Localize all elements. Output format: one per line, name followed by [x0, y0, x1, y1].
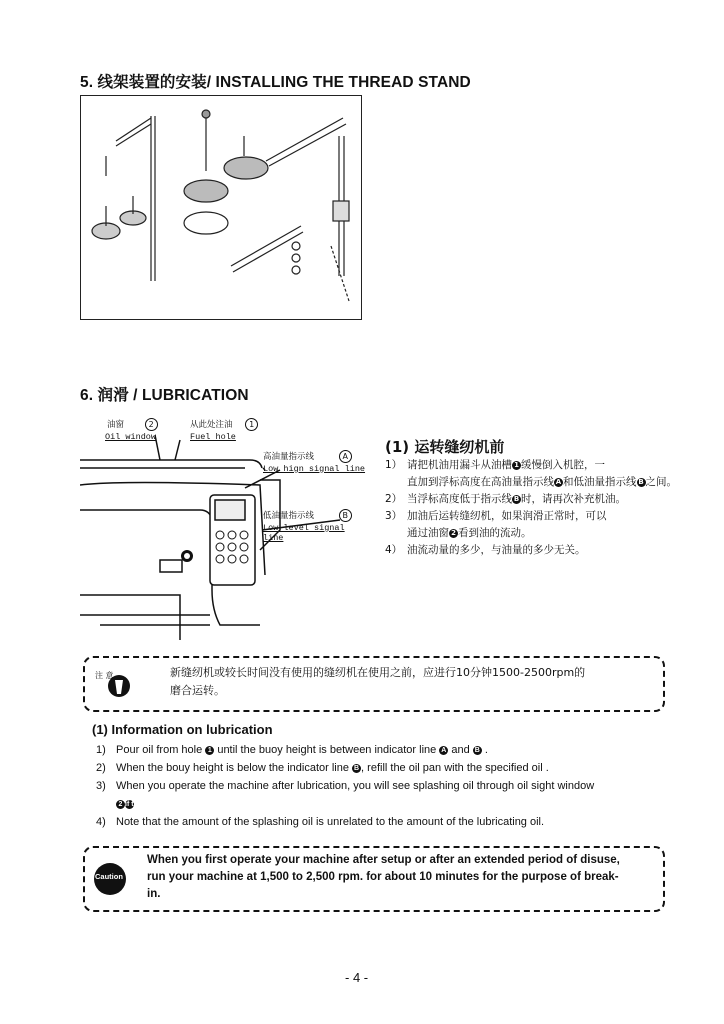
en-info-list: [96, 741, 692, 831]
low-line-label-en: Low level signal line: [263, 523, 345, 543]
list-item: [385, 542, 715, 559]
list-item: [385, 508, 715, 525]
cn-info-block: [385, 436, 715, 559]
caution-en-line-3: in.: [147, 888, 161, 900]
list-item: [385, 457, 715, 474]
cn-info-list: [385, 457, 715, 559]
list-item: [96, 759, 692, 777]
en-info-heading: (1) Information on lubrication: [92, 722, 273, 737]
list-item-text: Note that the amount of the splashing oil is unrelated to the amount of the lubricating oil.: [116, 816, 545, 828]
list-item-text: 时，请再次补充机油。: [521, 493, 626, 505]
list-item-text: 加油后运转缝纫机，如果润滑正常时，可以: [407, 510, 607, 522]
list-item: [96, 741, 692, 759]
letter-a-icon: A: [339, 450, 352, 463]
list-item-text: When the bouy height is below the indicator line: [116, 762, 353, 774]
caution-en-line-2: run your machine at 1,500 to 2,500 rpm. for about 10 minutes for the purpose of break-: [147, 871, 619, 883]
caution-cn-label: 注 意: [95, 671, 114, 680]
section6-title: 6. 润滑 / LUBRICATION: [80, 387, 249, 404]
thread-stand-figure: [80, 95, 362, 320]
list-item-text: Pour oil from hole: [116, 744, 206, 756]
en-info-block: [92, 722, 692, 831]
indicator-badge-icon: 1: [512, 461, 521, 470]
indicator-badge-icon: A: [555, 478, 562, 486]
list-item-text: , refill the oil pan with the specified oil .: [361, 762, 549, 774]
high-line-label-en: Low hign signal line: [263, 464, 366, 474]
number-1-icon: 1: [245, 418, 258, 431]
list-item-number: 2）: [385, 493, 403, 505]
fuel-hole-label-cn: 从此处注油 1: [190, 418, 258, 431]
thread-stand-illustration: [81, 96, 361, 319]
lubrication-figure: [80, 410, 370, 655]
indicator-badge-icon: 1: [205, 746, 214, 755]
list-item-number: 4): [96, 816, 106, 828]
list-item: [96, 777, 692, 795]
caution-en-line-1: When you first operate your machine after setup or after an extended period of disuse,: [147, 854, 620, 866]
section5-title: 5. 线架装置的安装/ INSTALLING THE THREAD STAND: [80, 74, 471, 91]
list-item-number: 3): [96, 780, 106, 792]
caution-cn-text-2: 磨合运转。: [170, 684, 225, 697]
list-item: [385, 474, 715, 491]
list-item-text: 和低油量指示线: [563, 476, 637, 488]
indicator-badge-icon: if the lubrication is adequate.: [125, 801, 222, 808]
list-item-text: 请把机油用漏斗从油槽: [407, 459, 512, 471]
low-line-label-cn: 低油量指示线 B: [263, 509, 352, 522]
list-item-text: 直加到浮标高度在高油量指示线: [407, 476, 554, 488]
list-item-number: 2): [96, 762, 106, 774]
list-item-text: 缓慢倒入机腔，一: [521, 459, 605, 471]
page-number: - 4 -: [345, 970, 369, 985]
fuel-hole-label-en: Fuel hole: [190, 432, 236, 442]
list-item: [385, 525, 715, 542]
list-item-text: 当浮标高度低于指示线: [407, 493, 512, 505]
list-item-text: .: [481, 744, 488, 756]
list-item-text: until the buoy height is between indicator line: [214, 744, 440, 756]
indicator-badge-icon: A: [441, 747, 447, 754]
list-item-text: 油流动量的多少，与油量的多少无关。: [407, 544, 586, 556]
indicator-badge-icon: B: [474, 747, 480, 754]
list-item: [96, 795, 692, 813]
indicator-badge-icon: B: [638, 478, 644, 486]
list-item: [385, 491, 715, 508]
letter-b-icon: B: [339, 509, 352, 522]
number-2-icon: 2: [145, 418, 158, 431]
list-item-number: 3）: [385, 510, 403, 522]
indicator-badge-icon: 2: [116, 800, 125, 809]
list-item-text: 看到油的流动。: [458, 527, 532, 539]
caution-en-label: Caution: [95, 872, 123, 881]
caution-cn-box: [83, 656, 665, 712]
indicator-badge-icon: B: [513, 495, 520, 503]
indicator-badge-icon: 2: [449, 529, 458, 538]
list-item-number: 1）: [385, 459, 403, 471]
list-item: [96, 813, 692, 831]
list-item-number: 1): [96, 744, 106, 756]
list-item-text: and: [448, 744, 473, 756]
list-item-text: When you operate the machine after lubrication, you will see splashing oil through oil sight window: [116, 780, 595, 792]
list-item-text: 通过油窗: [407, 527, 449, 539]
caution-en-box: [83, 846, 665, 912]
oil-window-label-en: Oil window: [105, 432, 157, 442]
oil-window-label-cn: 油窗 2: [107, 418, 158, 431]
caution-cn-text-1: 新缝纫机或较长时间没有使用的缝纫机在使用之前，应进行10分钟1500-2500rpm的: [170, 666, 586, 679]
list-item-number: 4）: [385, 544, 403, 556]
indicator-badge-icon: B: [354, 765, 360, 772]
high-line-label-cn: 高油量指示线 A: [263, 450, 352, 463]
cn-info-heading: (1) 运转缝纫机前: [385, 438, 505, 456]
list-item-text: 之间。: [645, 476, 677, 488]
